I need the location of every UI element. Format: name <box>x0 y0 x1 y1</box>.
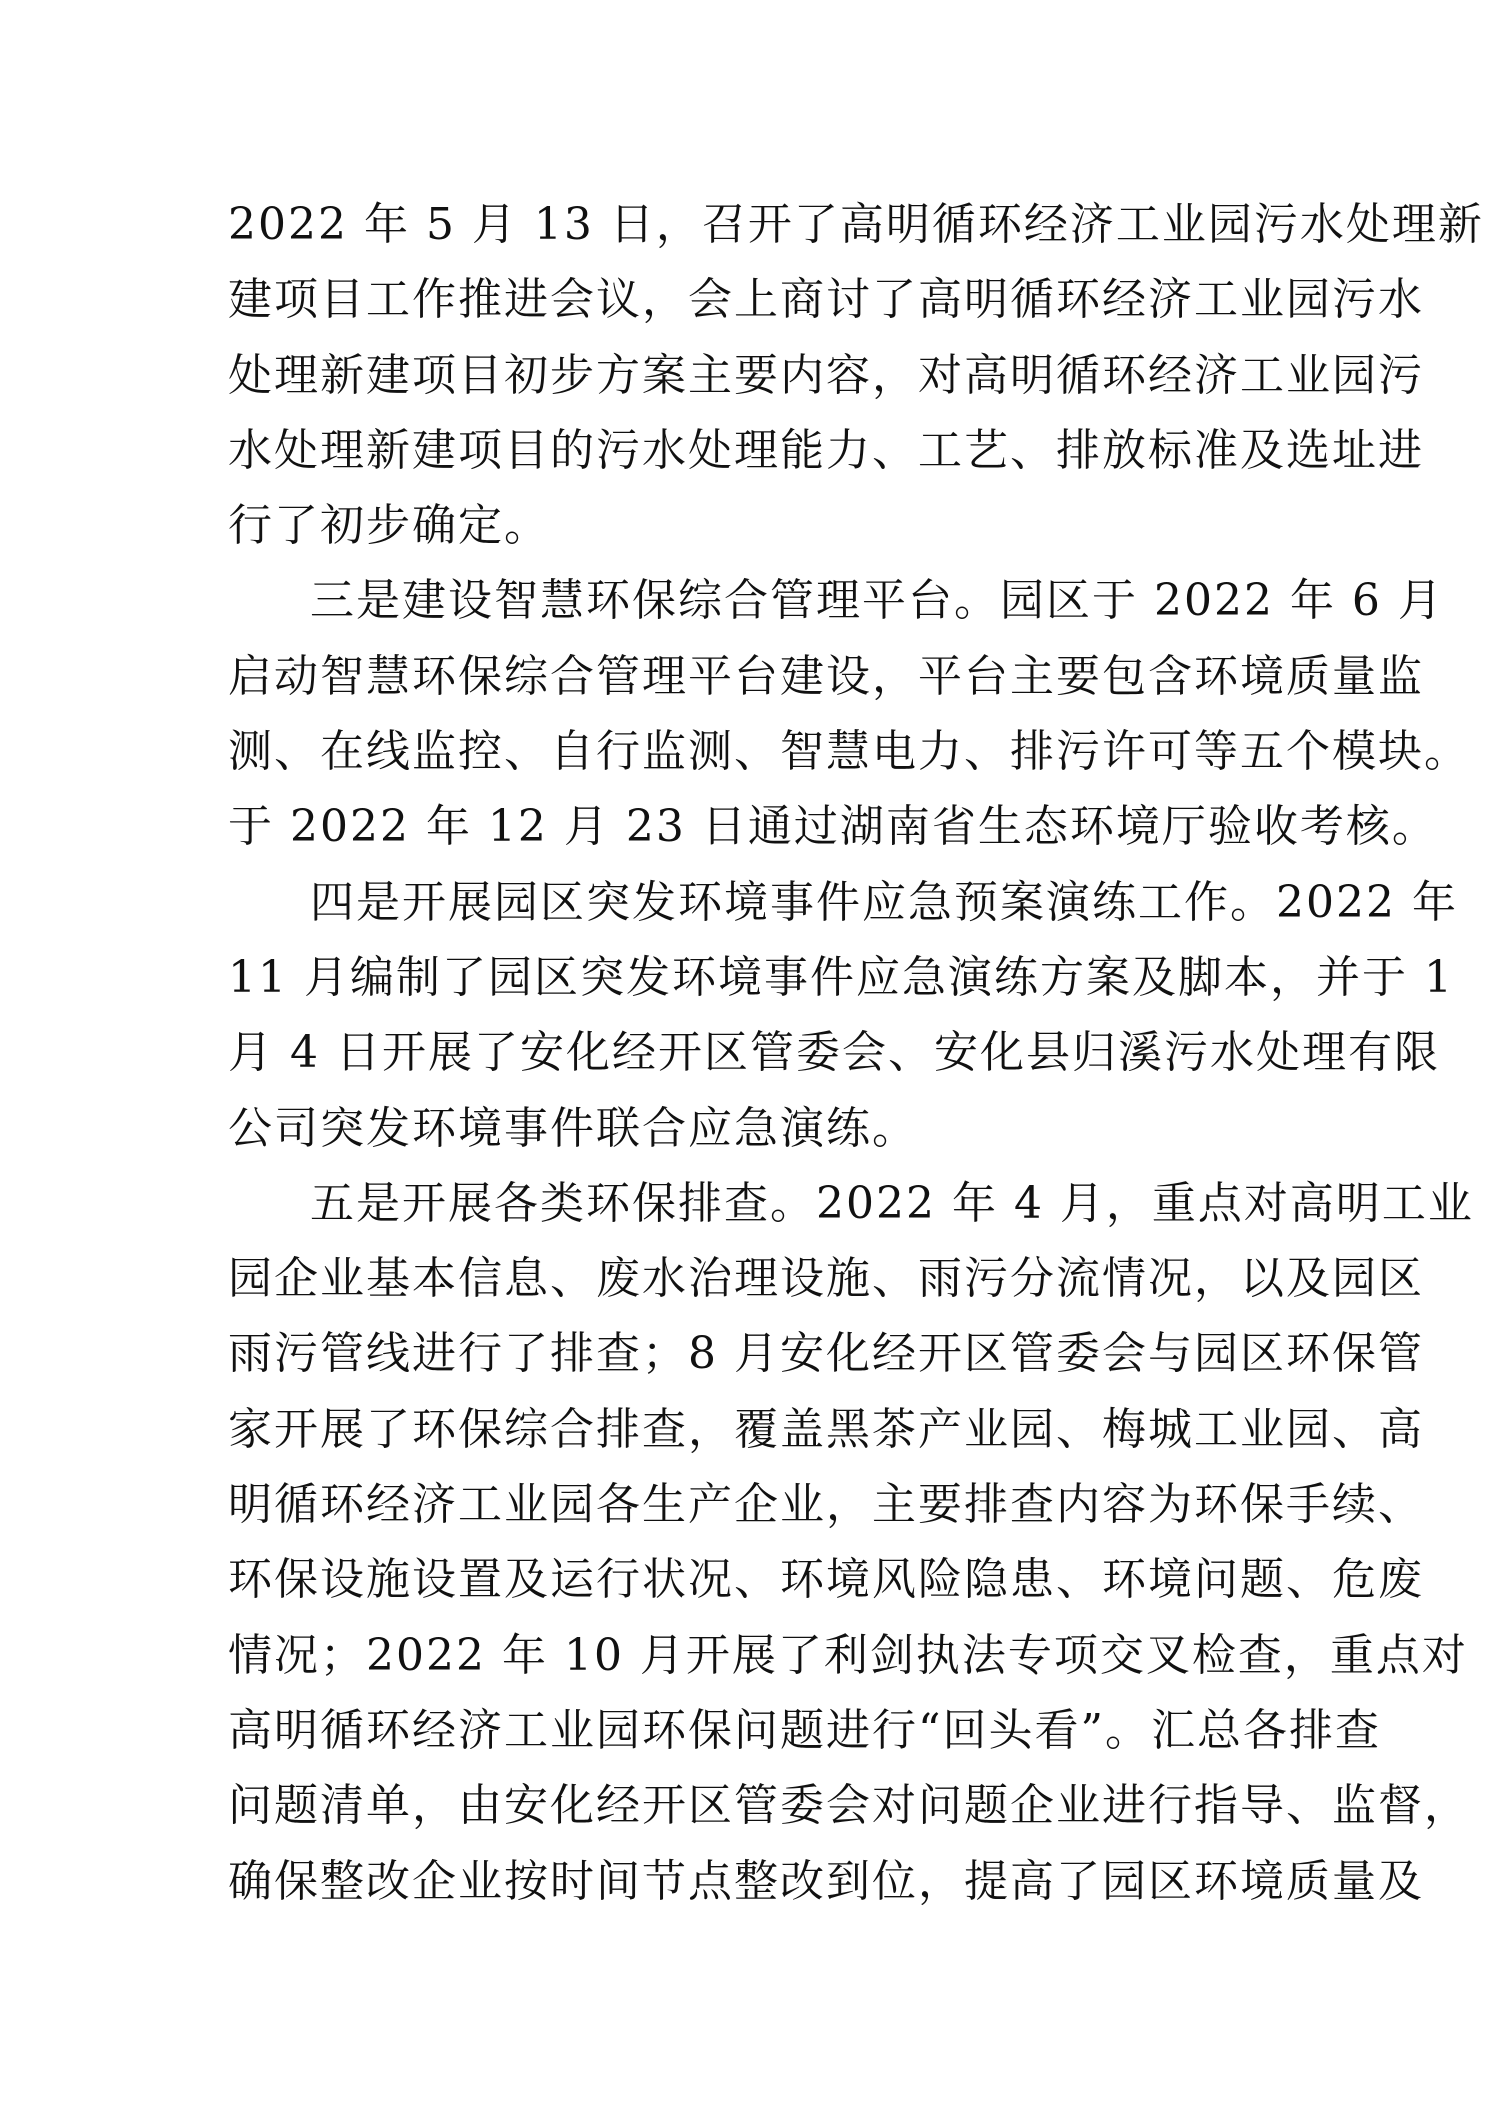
text-line: 明循环经济工业园各生产企业，主要排查内容为环保手续、 <box>228 1479 1424 1531</box>
paragraph <box>228 1166 1474 1919</box>
text-line: 情况；2022 年 10 月开展了利剑执法专项交叉检查，重点对 <box>228 1629 1468 1681</box>
text-line: 家开展了环保综合排查，覆盖黑茶产业园、梅城工业园、高 <box>228 1403 1424 1455</box>
text-line: 五是开展各类环保排查。2022 年 4 月，重点对高明工业 <box>310 1177 1474 1229</box>
paragraph <box>228 187 1484 563</box>
text-line: 处理新建项目初步方案主要内容，对高明循环经济工业园污 <box>228 349 1424 401</box>
text-line: 园企业基本信息、废水治理设施、雨污分流情况，以及园区 <box>228 1253 1424 1305</box>
text-line: 于 2022 年 12 月 23 日通过湖南省生态环境厅验收考核。 <box>228 801 1438 853</box>
text-line: 月 4 日开展了安化经开区管委会、安化县归溪污水处理有限 <box>228 1027 1440 1079</box>
text-line: 11 月编制了园区突发环境事件应急演练方案及脚本，并于 1 <box>228 951 1454 1003</box>
text-line: 水处理新建项目的污水处理能力、工艺、排放标准及选址进 <box>228 424 1424 476</box>
document-body <box>228 187 1484 1919</box>
text-line: 四是开展园区突发环境事件应急预案演练工作。2022 年 <box>310 876 1458 928</box>
text-line: 建项目工作推进会议，会上商讨了高明循环经济工业园污水 <box>228 274 1424 326</box>
text-line: 启动智慧环保综合管理平台建设，平台主要包含环境质量监 <box>228 650 1424 702</box>
text-line: 问题清单，由安化经开区管委会对问题企业进行指导、监督， <box>228 1780 1470 1832</box>
text-line: 测、在线监控、自行监测、智慧电力、排污许可等五个模块。 <box>228 726 1470 778</box>
paragraph <box>228 563 1470 864</box>
text-line: 公司突发环境事件联合应急演练。 <box>228 1102 918 1154</box>
text-line: 2022 年 5 月 13 日，召开了高明循环经济工业园污水处理新 <box>228 199 1484 250</box>
text-line: 三是建设智慧环保综合管理平台。园区于 2022 年 6 月 <box>310 575 1444 627</box>
text-line: 高明循环经济工业园环保问题进行“回头看”。汇总各排查 <box>228 1704 1381 1756</box>
text-line: 环保设施设置及运行状况、环境风险隐患、环境问题、危废 <box>228 1554 1424 1606</box>
text-line: 行了初步确定。 <box>228 500 550 552</box>
text-line: 雨污管线进行了排查；8 月安化经开区管委会与园区环保管 <box>228 1328 1424 1380</box>
text-line: 确保整改企业按时间节点整改到位，提高了园区环境质量及 <box>228 1855 1424 1907</box>
paragraph <box>228 865 1458 1166</box>
